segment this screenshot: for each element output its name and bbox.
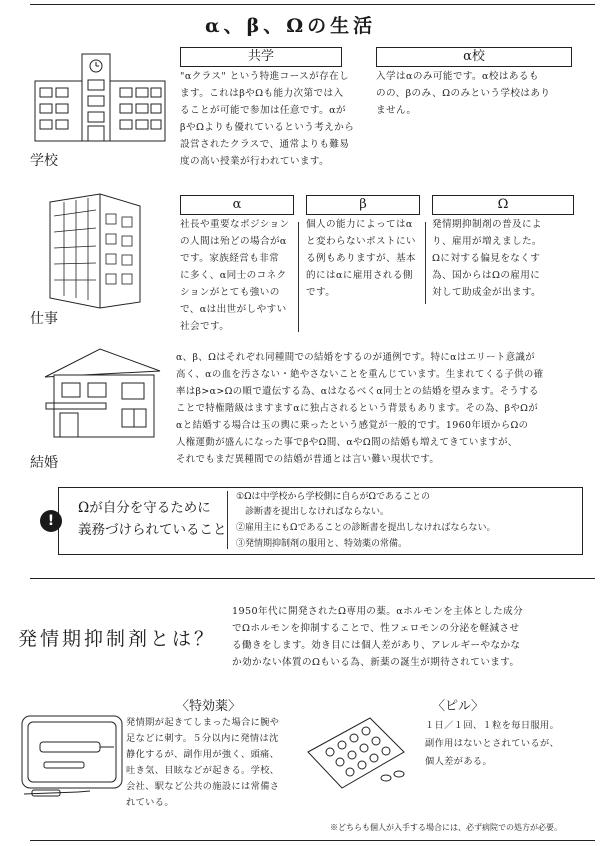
coed-text: "αクラス" という特進コースが存在し ます。これはβやΩも能力次第では入 ることが可能で参加は任意です。αが βやΩよりも優れているという考えから 設営されたクラスで、通常よりも難易 度の高い授業が行われています。 [180,71,355,167]
notice-item: ①Ωは中学校から学校側に自らがΩであることの 診断書を提出しなければならない。 [236,492,430,517]
divider [227,491,228,549]
marriage-label: 結婚 [30,455,58,471]
pill-heading: 〈ピル〉 [432,699,485,714]
work-beta-text: 個人の能力によってはα と変わらないポストにい る例もありますが、基本 的にはαに雇用される側 です。 [306,219,416,298]
alpha-school-heading: α校 [376,47,572,67]
divider [425,222,426,304]
office-building-illustration [30,190,150,310]
top-rule [30,4,595,5]
injector-kit-illustration [18,712,126,802]
coed-heading: 共学 [180,47,342,67]
school-building-illustration [30,46,170,146]
work-omega-heading: Ω [432,195,574,215]
work-alpha-heading: α [180,195,294,215]
special-medicine-text: 発情期が起きてしまった場合に腕や 足などに刺す。５分以内に発情は沈 静化するが、副作用が強く、頭痛、 吐き気、目眩などが起きる。学校、 会社、駅など公共の施設には常備さ れている。 [126,717,280,808]
footnote: ※どちらも個人が入手する場合には、必ず病院での処方が必要。 [330,823,562,832]
divider [298,222,299,332]
bottom-rule [30,840,595,841]
suppressant-title: 発情期抑制剤とは？ [18,628,217,650]
work-alpha-text: 社長や重要なポジション の人間は殆どの場合がα です。家族経営も非常 に多く、α同士のコネク ションがとても強いの で、αは出世がしやすい 社会です。 [180,219,290,332]
page-title: α、β、Ωの生活 [205,15,377,37]
house-illustration [40,345,165,445]
work-omega-text: 発情期抑制剤の普及によ り、雇用が増えました。 Ωに対する偏見をなくす 為、国からはΩの雇用に 対して助成金が出ます。 [432,219,542,298]
work-beta-heading: β [306,195,420,215]
section-rule [30,578,595,579]
suppressant-text: 1950年代に開発されたΩ専用の薬。αホルモンを主体とした成分 でΩホルモンを抑制することで、性フェロモンの分泌を軽減させ る働きをします。効き目には個人差があり、アレルギーやなかな か効かない体質のΩもいる為、新薬の誕生が期待されています。 [232,606,524,668]
pill-sheet-illustration [300,712,415,797]
special-medicine-heading: 〈特効薬〉 [176,699,242,714]
notice-heading: Ωが自分を守るために 義務づけられていること [78,500,227,538]
school-label: 学校 [30,153,58,169]
notice-item: ②雇用主にもΩであることの診断書を提出しなければならない。 [236,523,496,533]
marriage-text: α、β、Ωはそれぞれ同種間での結婚をするのが通例です。特にαはエリート意識が 高く、αの血を汚さない・絶やさないことを重んじています。生まれてくる子供の確 率はβ>α>Ωの順で遺伝する為、αはなるべくα同士との結婚を望みます。そうする ことで特権階級はますますαに独占されるという背景もあります。その為、βやΩが αと結婚する場合は玉の輿に乗ったという感覚が一般的です。1960年頃からΩの 人権運動が盛んになった事でβやΩ間、αやΩ間の結婚も増えてきていますが、 それでもまだ異種間での結婚が普通とは言い難い現状です。 [176,352,544,465]
exclamation-icon: ! [40,510,62,532]
alpha-school-text: 入学はαのみ可能です。α校はあるも のの、βのみ、Ωのみという学校はあり ません。 [376,71,551,116]
notice-item: ③発情期抑制剤の服用と、特効薬の常備。 [236,539,408,549]
pill-text: １日／１回、１粒を毎日服用。 副作用はないとされているが、 個人差がある。 [425,720,560,767]
work-label: 仕事 [30,311,58,327]
